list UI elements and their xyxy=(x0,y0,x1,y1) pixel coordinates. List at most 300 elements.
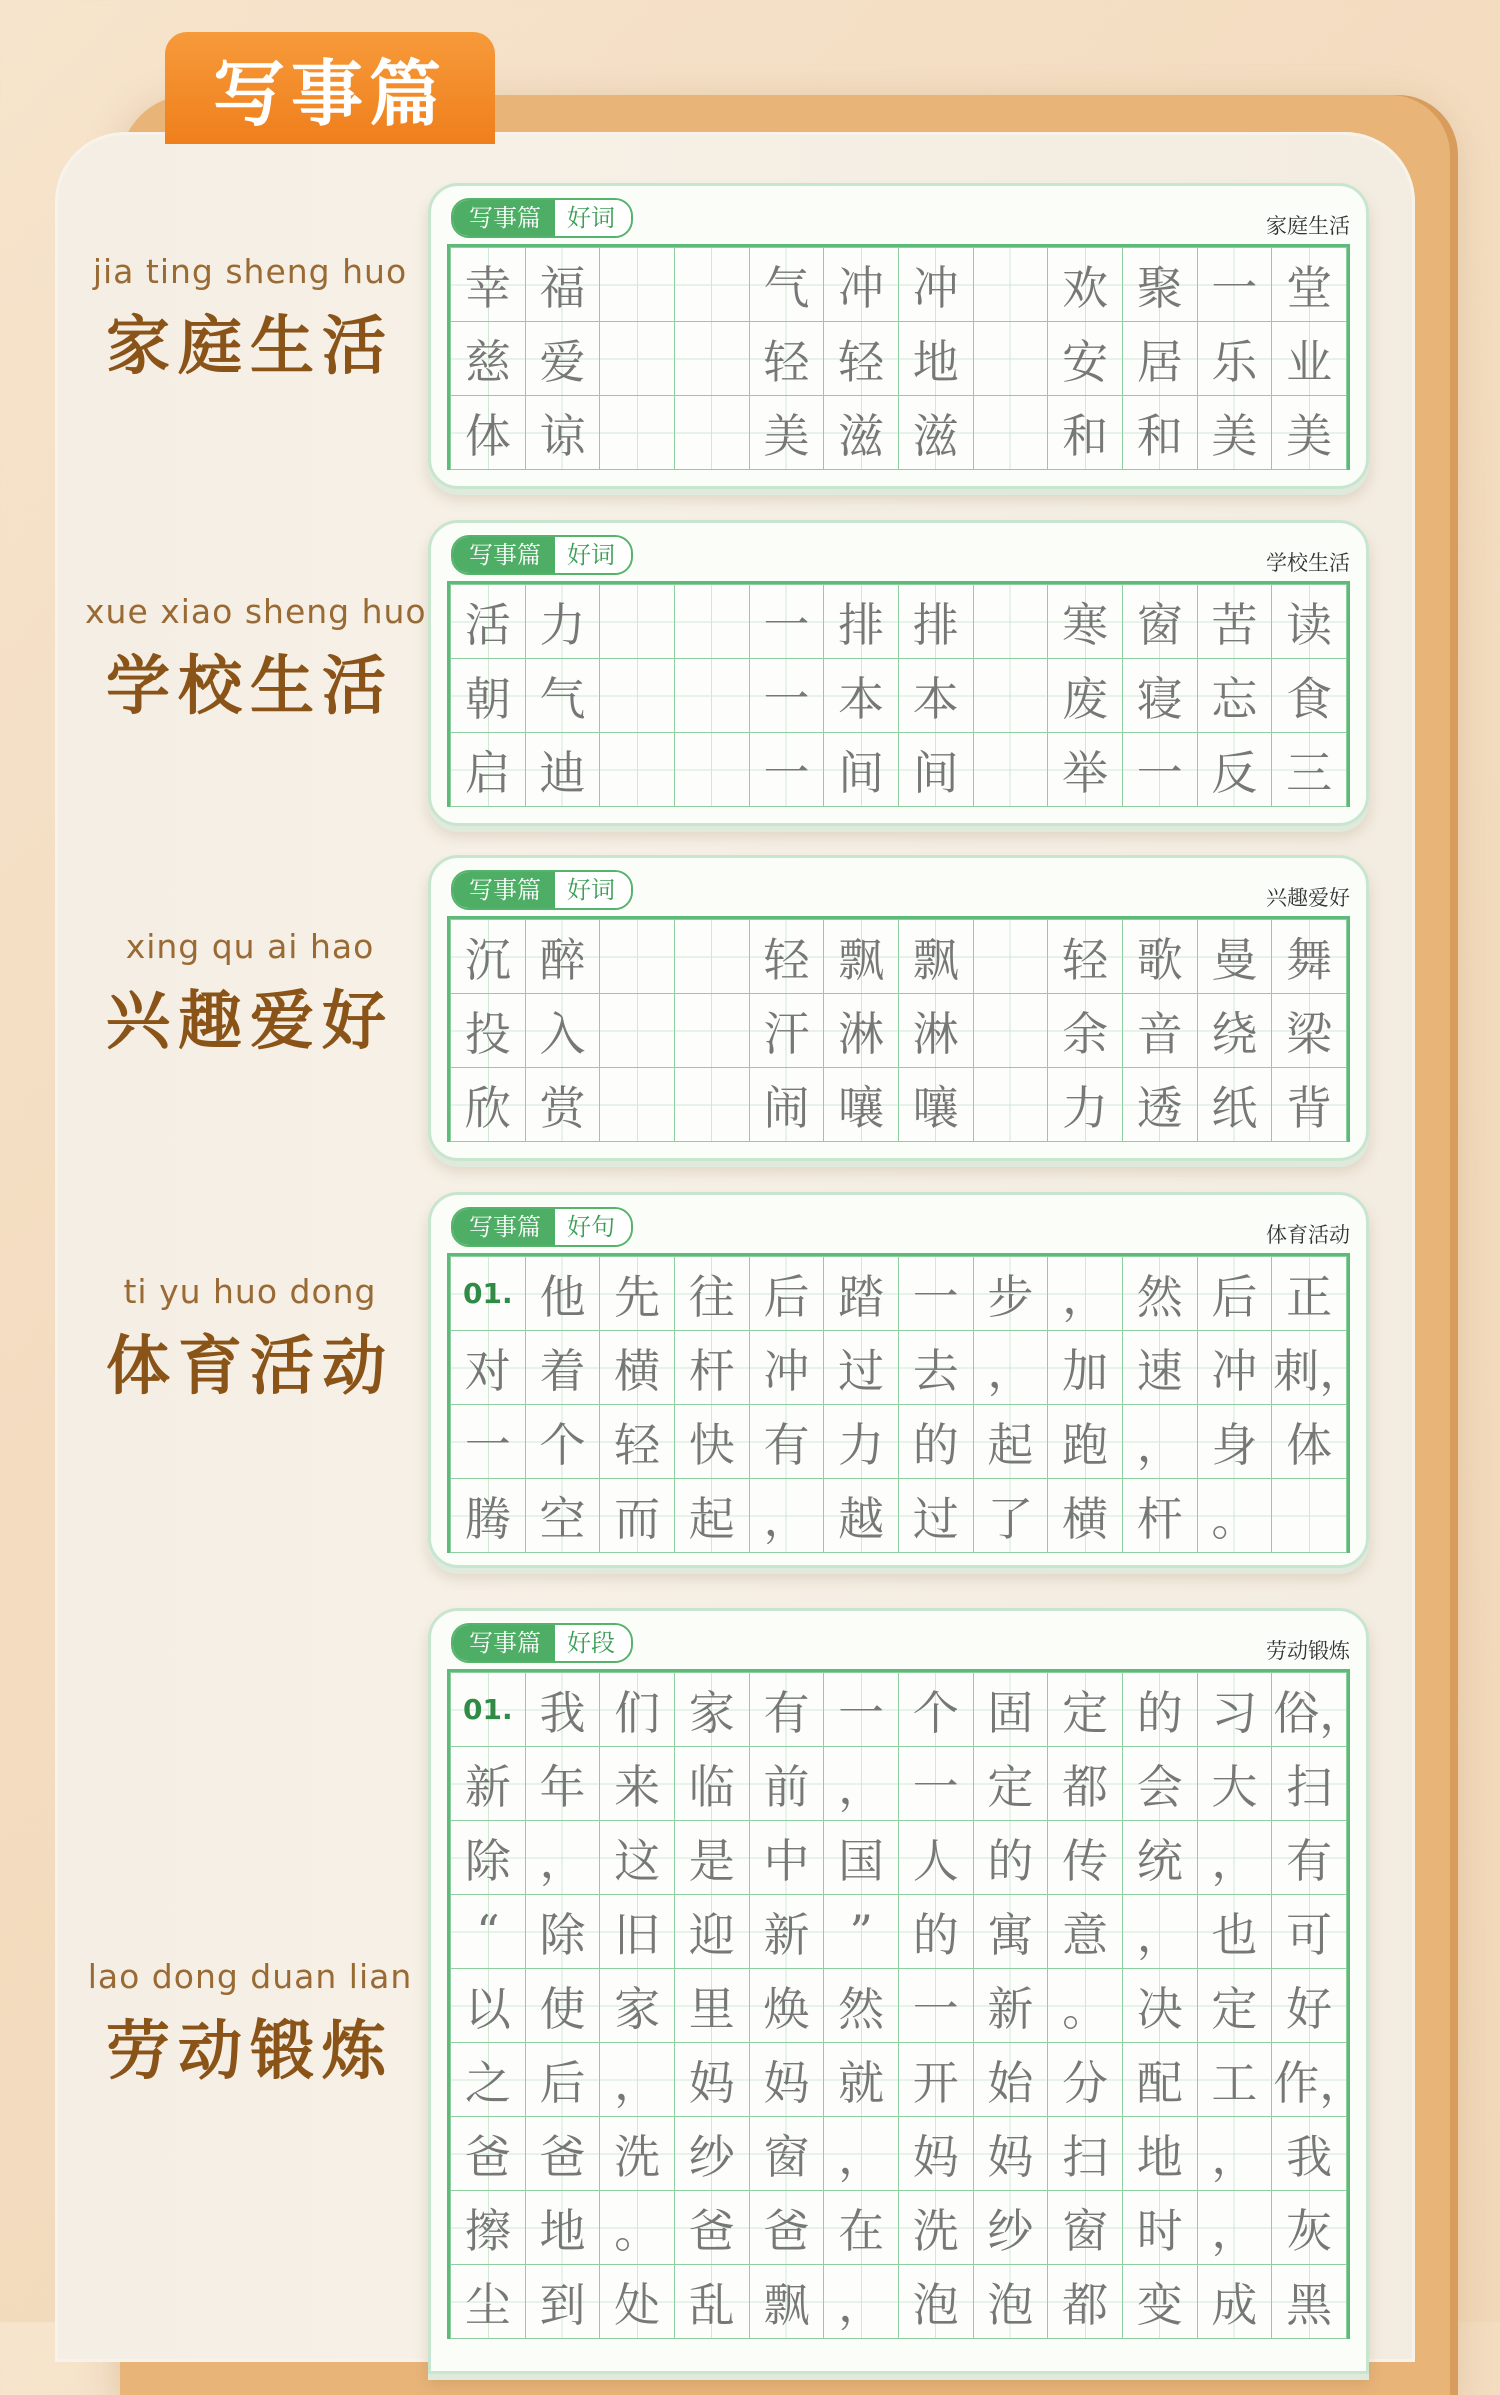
grid-cell: 定 xyxy=(973,1747,1048,1821)
grid-cell: 轻 xyxy=(749,322,824,396)
badge-type: 好段 xyxy=(555,1625,631,1661)
grid-cell xyxy=(674,994,749,1068)
grid-cell: 背 xyxy=(1272,1068,1347,1142)
grid-cell xyxy=(600,994,675,1068)
grid-cell: 忘 xyxy=(1197,659,1272,733)
grid-cell: 有 xyxy=(749,1405,824,1479)
grid-row xyxy=(451,659,1347,733)
grid-cell: 沉 xyxy=(451,920,526,994)
grid-cell xyxy=(973,585,1048,659)
grid-row xyxy=(451,1068,1347,1142)
badge-category: 写事篇 xyxy=(453,537,555,573)
grid-cell: ， xyxy=(973,1331,1048,1405)
grid-cell: 传 xyxy=(1048,1821,1123,1895)
grid-cell: 也 xyxy=(1197,1895,1272,1969)
grid-cell: 废 xyxy=(1048,659,1123,733)
grid-cell: 是 xyxy=(674,1821,749,1895)
grid-cell: 迎 xyxy=(674,1895,749,1969)
grid-cell: 杆 xyxy=(1122,1479,1197,1553)
grid-cell: 跑 xyxy=(1048,1405,1123,1479)
grid-cell: ， xyxy=(1197,2191,1272,2265)
grid-cell: 统 xyxy=(1122,1821,1197,1895)
grid-cell: 一 xyxy=(898,1747,973,1821)
grid-cell: 妈 xyxy=(674,2043,749,2117)
grid-cell: 分 xyxy=(1048,2043,1123,2117)
grid-cell: 滋 xyxy=(898,396,973,470)
grid-cell: 妈 xyxy=(898,2117,973,2191)
grid-cell: 朝 xyxy=(451,659,526,733)
grid-cell: 食 xyxy=(1272,659,1347,733)
grid-cell: 纱 xyxy=(973,2191,1048,2265)
practice-card xyxy=(428,183,1369,489)
grid-cell: 始 xyxy=(973,2043,1048,2117)
grid-cell: 处 xyxy=(600,2265,675,2339)
grid-cell: 前 xyxy=(749,1747,824,1821)
grid-cell: 体 xyxy=(451,396,526,470)
grid-cell: 成 xyxy=(1197,2265,1272,2339)
grid-cell: 轻 xyxy=(600,1405,675,1479)
grid-cell: 踏 xyxy=(824,1257,899,1331)
grid-cell: 投 xyxy=(451,994,526,1068)
grid-cell: ， xyxy=(1122,1405,1197,1479)
grid-cell: 01. xyxy=(451,1673,526,1747)
grid-cell: 力 xyxy=(1048,1068,1123,1142)
badge-type: 好词 xyxy=(555,200,631,236)
grid-cell: 年 xyxy=(525,1747,600,1821)
grid-cell: 们 xyxy=(600,1673,675,1747)
grid-cell: 滋 xyxy=(824,396,899,470)
topic-label xyxy=(85,1957,415,2092)
grid-cell xyxy=(674,1068,749,1142)
grid-cell: 寒 xyxy=(1048,585,1123,659)
grid-cell: 越 xyxy=(824,1479,899,1553)
grid-cell xyxy=(600,659,675,733)
grid-cell: 冲 xyxy=(824,248,899,322)
grid-cell: 除 xyxy=(451,1821,526,1895)
grid-cell: 慈 xyxy=(451,322,526,396)
grid-cell: “ xyxy=(451,1895,526,1969)
grid-cell: 都 xyxy=(1048,2265,1123,2339)
topic-name: 兴趣爱好 xyxy=(106,985,394,1059)
grid-cell: 地 xyxy=(525,2191,600,2265)
grid-cell: 扫 xyxy=(1048,2117,1123,2191)
grid-cell: 国 xyxy=(824,1821,899,1895)
grid-cell: 到 xyxy=(525,2265,600,2339)
grid-cell: 妈 xyxy=(973,2117,1048,2191)
grid-cell: 临 xyxy=(674,1747,749,1821)
grid-cell: 气 xyxy=(749,248,824,322)
grid-cell: 我 xyxy=(1272,2117,1347,2191)
practice-card xyxy=(428,855,1369,1161)
card-topic-tag: 学校生活 xyxy=(1266,551,1350,575)
grid-cell: ， xyxy=(1048,1257,1123,1331)
grid-row xyxy=(451,1821,1347,1895)
grid-row xyxy=(451,2191,1347,2265)
grid-cell: 读 xyxy=(1272,585,1347,659)
grid-row xyxy=(451,2265,1347,2339)
grid-cell: 冲 xyxy=(898,248,973,322)
grid-cell: 01. xyxy=(451,1257,526,1331)
badge-category: 写事篇 xyxy=(453,1625,555,1661)
grid-cell: 泡 xyxy=(973,2265,1048,2339)
grid-cell: 一 xyxy=(1197,248,1272,322)
grid-cell: 排 xyxy=(824,585,899,659)
grid-cell: 气 xyxy=(525,659,600,733)
grid-cell: 赏 xyxy=(525,1068,600,1142)
grid-cell: 和 xyxy=(1122,396,1197,470)
grid-cell xyxy=(674,659,749,733)
grid-cell: ， xyxy=(1122,1895,1197,1969)
grid-cell: 过 xyxy=(824,1331,899,1405)
grid-cell: 新 xyxy=(973,1969,1048,2043)
grid-cell xyxy=(600,322,675,396)
badge-type: 好句 xyxy=(555,1209,631,1245)
grid-cell: 舞 xyxy=(1272,920,1347,994)
grid-cell: 轻 xyxy=(824,322,899,396)
grid-row xyxy=(451,322,1347,396)
practice-card xyxy=(428,520,1369,826)
grid-cell: 寓 xyxy=(973,1895,1048,1969)
grid-cell: 幸 xyxy=(451,248,526,322)
grid-cell: 这 xyxy=(600,1821,675,1895)
grid-cell: 起 xyxy=(674,1479,749,1553)
grid-row xyxy=(451,1479,1347,1553)
topic-label xyxy=(85,252,415,387)
grid-cell: 间 xyxy=(824,733,899,807)
grid-cell: 飘 xyxy=(898,920,973,994)
grid-cell: 入 xyxy=(525,994,600,1068)
grid-cell: 定 xyxy=(1048,1673,1123,1747)
grid-cell xyxy=(674,585,749,659)
grid-cell: 的 xyxy=(1122,1673,1197,1747)
grid-cell: 洗 xyxy=(898,2191,973,2265)
grid-cell: 苦 xyxy=(1197,585,1272,659)
grid-cell xyxy=(600,1068,675,1142)
grid-cell: 。 xyxy=(600,2191,675,2265)
grid-cell: 习 xyxy=(1197,1673,1272,1747)
grid-cell: 汗 xyxy=(749,994,824,1068)
grid-cell: 焕 xyxy=(749,1969,824,2043)
grid-cell xyxy=(1272,1479,1347,1553)
card-topic-tag: 体育活动 xyxy=(1266,1223,1350,1247)
grid-cell: 去 xyxy=(898,1331,973,1405)
grid-cell: 会 xyxy=(1122,1747,1197,1821)
writing-grid xyxy=(447,1669,1366,2339)
grid-cell: 地 xyxy=(898,322,973,396)
grid-cell: 和 xyxy=(1048,396,1123,470)
grid-cell: 然 xyxy=(1122,1257,1197,1331)
topic-label xyxy=(85,592,427,727)
grid-cell: 启 xyxy=(451,733,526,807)
grid-cell: 杆 xyxy=(674,1331,749,1405)
grid-cell xyxy=(973,920,1048,994)
grid-cell: 窗 xyxy=(1122,585,1197,659)
grid-cell: 三 xyxy=(1272,733,1347,807)
grid-cell: 飘 xyxy=(749,2265,824,2339)
grid-cell: 的 xyxy=(898,1895,973,1969)
grid-cell: 窗 xyxy=(1048,2191,1123,2265)
grid-cell: 力 xyxy=(525,585,600,659)
topic-name: 劳动锻炼 xyxy=(106,2015,394,2089)
topic-pinyin: xing qu ai hao xyxy=(125,927,375,966)
grid-cell: 业 xyxy=(1272,322,1347,396)
grid-cell xyxy=(973,322,1048,396)
card-badge xyxy=(451,1623,633,1663)
grid-cell: 本 xyxy=(898,659,973,733)
grid-cell: ， xyxy=(525,1821,600,1895)
grid-cell: 爸 xyxy=(749,2191,824,2265)
grid-cell: 空 xyxy=(525,1479,600,1553)
grid-cell xyxy=(600,920,675,994)
grid-cell: 福 xyxy=(525,248,600,322)
grid-cell xyxy=(973,733,1048,807)
grid-cell: 意 xyxy=(1048,1895,1123,1969)
section-header-tab: 写事篇 xyxy=(165,32,495,144)
grid-cell xyxy=(674,920,749,994)
grid-cell: ， xyxy=(824,2117,899,2191)
grid-row xyxy=(451,396,1347,470)
grid-cell: 工 xyxy=(1197,2043,1272,2117)
grid-cell: 正 xyxy=(1272,1257,1347,1331)
grid-cell: 活 xyxy=(451,585,526,659)
grid-cell: 以 xyxy=(451,1969,526,2043)
grid-cell: 一 xyxy=(1122,733,1197,807)
grid-cell: 的 xyxy=(898,1405,973,1479)
grid-cell: 举 xyxy=(1048,733,1123,807)
grid-cell: ， xyxy=(749,1479,824,1553)
grid-cell xyxy=(973,248,1048,322)
grid-cell xyxy=(600,396,675,470)
grid-row xyxy=(451,1969,1347,2043)
badge-type: 好词 xyxy=(555,872,631,908)
grid-cell: 我 xyxy=(525,1673,600,1747)
grid-cell: 灰 xyxy=(1272,2191,1347,2265)
grid-cell: 聚 xyxy=(1122,248,1197,322)
grid-cell: 中 xyxy=(749,1821,824,1895)
grid-cell: 居 xyxy=(1122,322,1197,396)
card-badge xyxy=(451,1207,633,1247)
grid-cell xyxy=(600,585,675,659)
grid-cell: 尘 xyxy=(451,2265,526,2339)
grid-row xyxy=(451,1673,1347,1747)
grid-cell: 乱 xyxy=(674,2265,749,2339)
grid-cell: 新 xyxy=(749,1895,824,1969)
grid-cell: 爸 xyxy=(451,2117,526,2191)
grid-cell: 他 xyxy=(525,1257,600,1331)
grid-cell: 后 xyxy=(1197,1257,1272,1331)
grid-cell: 都 xyxy=(1048,1747,1123,1821)
card-badge xyxy=(451,535,633,575)
topic-name: 家庭生活 xyxy=(106,310,394,384)
grid-row xyxy=(451,994,1347,1068)
grid-cell: 一 xyxy=(824,1673,899,1747)
grid-cell: 洗 xyxy=(600,2117,675,2191)
topic-pinyin: jia ting sheng huo xyxy=(92,252,408,291)
grid-cell: 在 xyxy=(824,2191,899,2265)
badge-type: 好词 xyxy=(555,537,631,573)
grid-cell: 闹 xyxy=(749,1068,824,1142)
grid-cell xyxy=(973,396,1048,470)
grid-cell: ” xyxy=(824,1895,899,1969)
grid-cell: 余 xyxy=(1048,994,1123,1068)
grid-cell: 乐 xyxy=(1197,322,1272,396)
grid-cell: 冲 xyxy=(1197,1331,1272,1405)
grid-cell: ， xyxy=(600,2043,675,2117)
grid-cell: 透 xyxy=(1122,1068,1197,1142)
grid-cell: 的 xyxy=(973,1821,1048,1895)
grid-row xyxy=(451,2043,1347,2117)
grid-cell: 排 xyxy=(898,585,973,659)
grid-cell: 家 xyxy=(674,1673,749,1747)
grid-cell xyxy=(674,396,749,470)
grid-cell: 安 xyxy=(1048,322,1123,396)
grid-cell: 配 xyxy=(1122,2043,1197,2117)
grid-cell: 嚷 xyxy=(824,1068,899,1142)
grid-cell: 速 xyxy=(1122,1331,1197,1405)
grid-cell: 定 xyxy=(1197,1969,1272,2043)
grid-cell: 一 xyxy=(898,1257,973,1331)
grid-cell: 纸 xyxy=(1197,1068,1272,1142)
grid-cell: 横 xyxy=(1048,1479,1123,1553)
grid-cell: 人 xyxy=(898,1821,973,1895)
writing-grid xyxy=(447,244,1350,470)
grid-cell: 俗， xyxy=(1272,1673,1347,1747)
practice-card xyxy=(428,1192,1369,1568)
grid-cell: 堂 xyxy=(1272,248,1347,322)
grid-cell: 一 xyxy=(749,733,824,807)
grid-cell: 腾 xyxy=(451,1479,526,1553)
practice-card xyxy=(428,1608,1369,2374)
grid-cell: 欣 xyxy=(451,1068,526,1142)
grid-cell: 黑 xyxy=(1272,2265,1347,2339)
grid-cell: 窗 xyxy=(749,2117,824,2191)
grid-cell: 里 xyxy=(674,1969,749,2043)
grid-cell: 扫 xyxy=(1272,1747,1347,1821)
grid-cell: 个 xyxy=(525,1405,600,1479)
grid-cell: 淋 xyxy=(898,994,973,1068)
grid-cell: 美 xyxy=(1197,396,1272,470)
grid-cell: 梁 xyxy=(1272,994,1347,1068)
card-topic-tag: 劳动锻炼 xyxy=(1266,1639,1350,1663)
grid-row xyxy=(451,1257,1347,1331)
grid-cell: 轻 xyxy=(749,920,824,994)
grid-cell: 变 xyxy=(1122,2265,1197,2339)
grid-cell: ， xyxy=(824,1747,899,1821)
grid-cell: 间 xyxy=(898,733,973,807)
grid-cell xyxy=(973,659,1048,733)
grid-cell: 可 xyxy=(1272,1895,1347,1969)
grid-row xyxy=(451,1331,1347,1405)
grid-cell: 力 xyxy=(824,1405,899,1479)
card-topic-tag: 兴趣爱好 xyxy=(1266,886,1350,910)
grid-cell: 寝 xyxy=(1122,659,1197,733)
grid-cell: 嚷 xyxy=(898,1068,973,1142)
grid-cell: 个 xyxy=(898,1673,973,1747)
grid-cell: 音 xyxy=(1122,994,1197,1068)
grid-cell: 本 xyxy=(824,659,899,733)
card-badge xyxy=(451,870,633,910)
grid-cell: 一 xyxy=(898,1969,973,2043)
grid-cell: 起 xyxy=(973,1405,1048,1479)
grid-cell xyxy=(973,1068,1048,1142)
grid-cell: 轻 xyxy=(1048,920,1123,994)
grid-cell: 加 xyxy=(1048,1331,1123,1405)
grid-row xyxy=(451,1747,1347,1821)
grid-cell: 迪 xyxy=(525,733,600,807)
grid-cell: 谅 xyxy=(525,396,600,470)
grid-cell: 绕 xyxy=(1197,994,1272,1068)
grid-cell: 地 xyxy=(1122,2117,1197,2191)
card-badge xyxy=(451,198,633,238)
grid-cell: ， xyxy=(1197,1821,1272,1895)
grid-cell: 美 xyxy=(1272,396,1347,470)
grid-cell: 反 xyxy=(1197,733,1272,807)
grid-cell: 固 xyxy=(973,1673,1048,1747)
grid-cell: 作， xyxy=(1272,2043,1347,2117)
grid-cell: 而 xyxy=(600,1479,675,1553)
grid-cell: 刺， xyxy=(1272,1331,1347,1405)
grid-cell: 旧 xyxy=(600,1895,675,1969)
grid-row xyxy=(451,920,1347,994)
topic-label xyxy=(85,1272,415,1407)
grid-cell: 时 xyxy=(1122,2191,1197,2265)
topic-label xyxy=(85,927,415,1062)
grid-cell: 家 xyxy=(600,1969,675,2043)
topic-pinyin: lao dong duan lian xyxy=(87,1957,413,1996)
grid-cell: 爱 xyxy=(525,322,600,396)
grid-cell: 擦 xyxy=(451,2191,526,2265)
grid-cell: 。 xyxy=(1197,1479,1272,1553)
grid-cell: 好 xyxy=(1272,1969,1347,2043)
grid-cell: 一 xyxy=(749,585,824,659)
grid-cell: 之 xyxy=(451,2043,526,2117)
writing-grid xyxy=(447,581,1350,807)
writing-grid xyxy=(447,1253,1366,1553)
grid-cell xyxy=(674,733,749,807)
grid-cell: 有 xyxy=(749,1673,824,1747)
grid-cell: 就 xyxy=(824,2043,899,2117)
grid-cell: 对 xyxy=(451,1331,526,1405)
grid-cell: 来 xyxy=(600,1747,675,1821)
grid-cell: 决 xyxy=(1122,1969,1197,2043)
badge-category: 写事篇 xyxy=(453,1209,555,1245)
grid-cell: 醉 xyxy=(525,920,600,994)
grid-cell: 快 xyxy=(674,1405,749,1479)
grid-row xyxy=(451,733,1347,807)
grid-cell xyxy=(600,248,675,322)
grid-cell: 大 xyxy=(1197,1747,1272,1821)
topic-pinyin: ti yu huo dong xyxy=(123,1272,377,1311)
grid-cell: 后 xyxy=(525,2043,600,2117)
grid-cell: 淋 xyxy=(824,994,899,1068)
grid-cell: 飘 xyxy=(824,920,899,994)
badge-category: 写事篇 xyxy=(453,200,555,236)
grid-cell: 后 xyxy=(749,1257,824,1331)
grid-cell: 欢 xyxy=(1048,248,1123,322)
grid-cell: 往 xyxy=(674,1257,749,1331)
topic-name: 体育活动 xyxy=(106,1330,394,1404)
grid-cell: 体 xyxy=(1272,1405,1347,1479)
card-topic-tag: 家庭生活 xyxy=(1266,214,1350,238)
grid-cell: 泡 xyxy=(898,2265,973,2339)
grid-cell: 然 xyxy=(824,1969,899,2043)
grid-cell: 着 xyxy=(525,1331,600,1405)
writing-grid xyxy=(447,916,1350,1142)
grid-cell: 曼 xyxy=(1197,920,1272,994)
grid-cell: 一 xyxy=(749,659,824,733)
grid-cell: 有 xyxy=(1272,1821,1347,1895)
grid-row xyxy=(451,2117,1347,2191)
